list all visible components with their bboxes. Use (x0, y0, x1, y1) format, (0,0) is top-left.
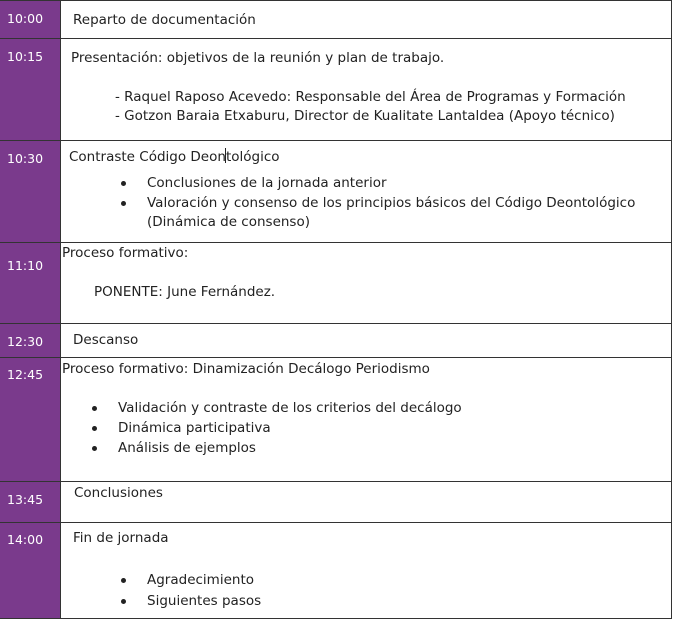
bullet-icon (92, 446, 97, 451)
session-cell (60, 39, 671, 140)
time-cell: 10:00 (0, 1, 60, 38)
bullet-item: Dinámica participativa (118, 420, 271, 436)
bullet-icon (121, 181, 126, 186)
bullet-icon (92, 426, 97, 431)
session-cell (60, 324, 671, 357)
agenda-row (0, 481, 671, 522)
agenda-row (0, 0, 671, 38)
session-title-part: tológico (225, 149, 280, 165)
bullet-item: Valoración y consenso de los principios básicos del Código Deontológico (147, 195, 636, 211)
session-title: Descanso (73, 332, 139, 348)
session-cell (60, 1, 671, 38)
participant-line: - Raquel Raposo Acevedo: Responsable del Área de Programas y Formación (115, 89, 626, 105)
session-cell (60, 141, 671, 242)
bullet-item: Siguientes pasos (147, 593, 262, 609)
agenda-row (0, 323, 671, 357)
bullet-item-continuation: (Dinámica de consenso) (147, 214, 310, 230)
time-cell: 13:45 (0, 482, 60, 522)
session-title: Proceso formativo: (62, 245, 189, 261)
time-cell: 14:00 (0, 523, 60, 618)
bullet-icon (121, 599, 126, 604)
session-title: Fin de jornada (73, 530, 169, 546)
bullet-item: Conclusiones de la jornada anterior (147, 175, 387, 191)
bullet-item: Validación y contraste de los criterios del decálogo (118, 400, 462, 416)
bullet-icon (121, 578, 126, 583)
session-title: Presentación: objetivos de la reunión y plan de trabajo. (71, 50, 445, 66)
participant-line: - Gotzon Baraia Etxaburu, Director de Kualitate Lantaldea (Apoyo técnico) (115, 108, 615, 124)
time-cell: 10:30 (0, 141, 60, 242)
bullet-icon (121, 201, 126, 206)
session-cell (60, 243, 671, 323)
time-cell: 12:30 (0, 324, 60, 357)
time-cell: 11:10 (0, 243, 60, 323)
session-title: Conclusiones (74, 485, 163, 501)
session-title (69, 148, 280, 166)
agenda-row (0, 522, 671, 618)
session-title: Proceso formativo: Dinamización Decálogo Periodismo (62, 361, 430, 377)
bullet-item: Análisis de ejemplos (118, 440, 256, 456)
session-title-part: Contraste Código Deon (69, 149, 226, 165)
bullet-icon (92, 406, 97, 411)
session-cell (60, 523, 671, 618)
speaker-line: PONENTE: June Fernández. (94, 284, 276, 300)
agenda-row (0, 38, 671, 140)
session-cell (60, 482, 671, 522)
agenda-row (0, 242, 671, 323)
time-cell: 10:15 (0, 39, 60, 140)
agenda-row (0, 140, 671, 242)
time-cell: 12:45 (0, 358, 60, 481)
bullet-item: Agradecimiento (147, 572, 254, 588)
session-title: Reparto de documentación (73, 12, 256, 28)
session-cell (60, 358, 671, 481)
agenda-row (0, 357, 671, 481)
